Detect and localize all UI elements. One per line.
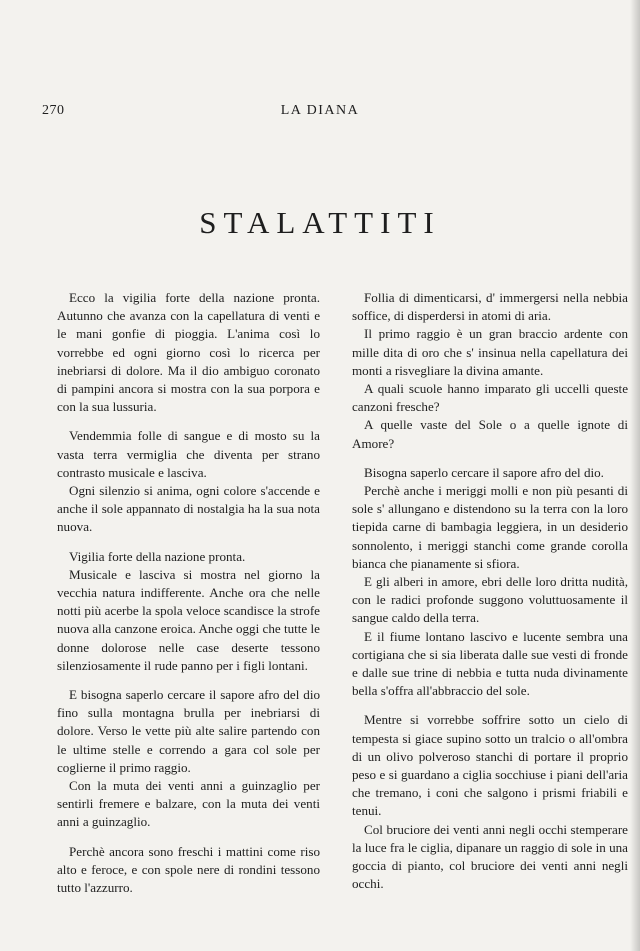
paragraph: Con la muta dei venti anni a guinzaglio per sentirli fremere e balzare, con la muta dei venti anni a guinzaglio. [57,778,320,830]
page-number: 270 [42,103,65,118]
page-edge-shadow [630,0,640,951]
article-title: STALATTITI [199,205,441,240]
paragraph: Col bruciore dei venti anni negli occhi stemperare la luce fra le ciglia, dipanare un raggio di sole in una goccia di pianto, col bruciore dei venti anni negli occhi. [352,821,628,892]
left-column [57,289,320,897]
paragraph: Vigilia forte della nazione pronta. [69,548,246,564]
paragraph: Musicale e lasciva si mostra nel giorno la vecchia natura indifferente. Anche ora che nelle notti più acerbe la spola veloce scandisce la strofe nuova alla canzone eroica. Anche oggi che tutte le donne dolorose nelle case deserte tessono silenziosamente il rude panno per i figli lontani. [57,566,320,673]
paragraph: E il fiume lontano lascivo e lucente sembra una cortigiana che si sia liberata dalle sue vesti di fronde e dalle sue trine di nebbia e tutta nuda divinamente bella s'offra all'abbraccio del sole. [352,628,628,699]
paragraph: Perchè anche i meriggi molli e non più pesanti di sole s' allungano e distendono su la terra con la loro tiepida carne di bambagia leggiera, in un desiderio sonnolento, i meriggi stanchi come grande corolla bianca che pianamente si sfiora. [352,483,628,571]
paragraph: E gli alberi in amore, ebri delle loro dritta nudità, con le radici profonde suggono voluttuosamente il sangue caldo della terra. [352,574,628,626]
paragraph: Bisogna saperlo cercare il sapore afro del dio. [364,464,604,480]
paragraph: Mentre si vorrebbe soffrire sotto un cielo di tempesta si giace supino sotto un tralcio o all'ombra di un olivo polveroso stanchi di portare il proprio peso e si guardano a ciglia socchiuse i piani dell'aria che tremano, i coni che salgono i prismi friabili e tenui. [352,712,628,819]
paragraph: A quali scuole hanno imparato gli uccelli queste canzoni fresche? [352,381,628,415]
paragraph: Follia di dimenticarsi, d' immergersi nella nebbia soffice, di disperdersi in atomi di aria. [352,290,628,324]
running-head: LA DIANA [280,103,360,118]
paragraph: Ogni silenzio si anima, ogni colore s'accende e anche il sole appannato di nostalgia ha la sua nota nuova. [57,483,320,535]
paragraph: Perchè ancora sono freschi i mattini come riso alto e feroce, e con spole nere di rondini tessono tutto l'azzurro. [57,843,320,896]
right-column [352,289,628,894]
paragraph: Il primo raggio è un gran braccio ardente con mille dita di oro che s' insinua nella capellatura dei monti a risvegliare la divina amante. [352,326,628,378]
paragraph: Vendemmia folle di sangue e di mosto su la vasta terra vermiglia che diventa per strano contrasto musicale e lasciva. [57,428,320,480]
paragraph: Ecco la vigilia forte della nazione pronta. Autunno che avanza con la capellatura di venti e le mani gonfie di pioggia. L'anima così lo vorrebbe ed ogni giorno così lo ricerca per inebriarsi di dolore. Ma il dio ambiguo coronato di pampini ancora si mostra con la sua porpora e con la sua lussuria. [57,290,320,415]
paragraph: E bisogna saperlo cercare il sapore afro del dio fino sulla montagna brulla per inebriarsi di dolore. Verso le vette più alte salire partendo con le ultime stelle e correndo a gara col sole per coglierne il primo raggio. [57,687,320,775]
paragraph: A quelle vaste del Sole o a quelle ignote di Amore? [352,417,628,451]
